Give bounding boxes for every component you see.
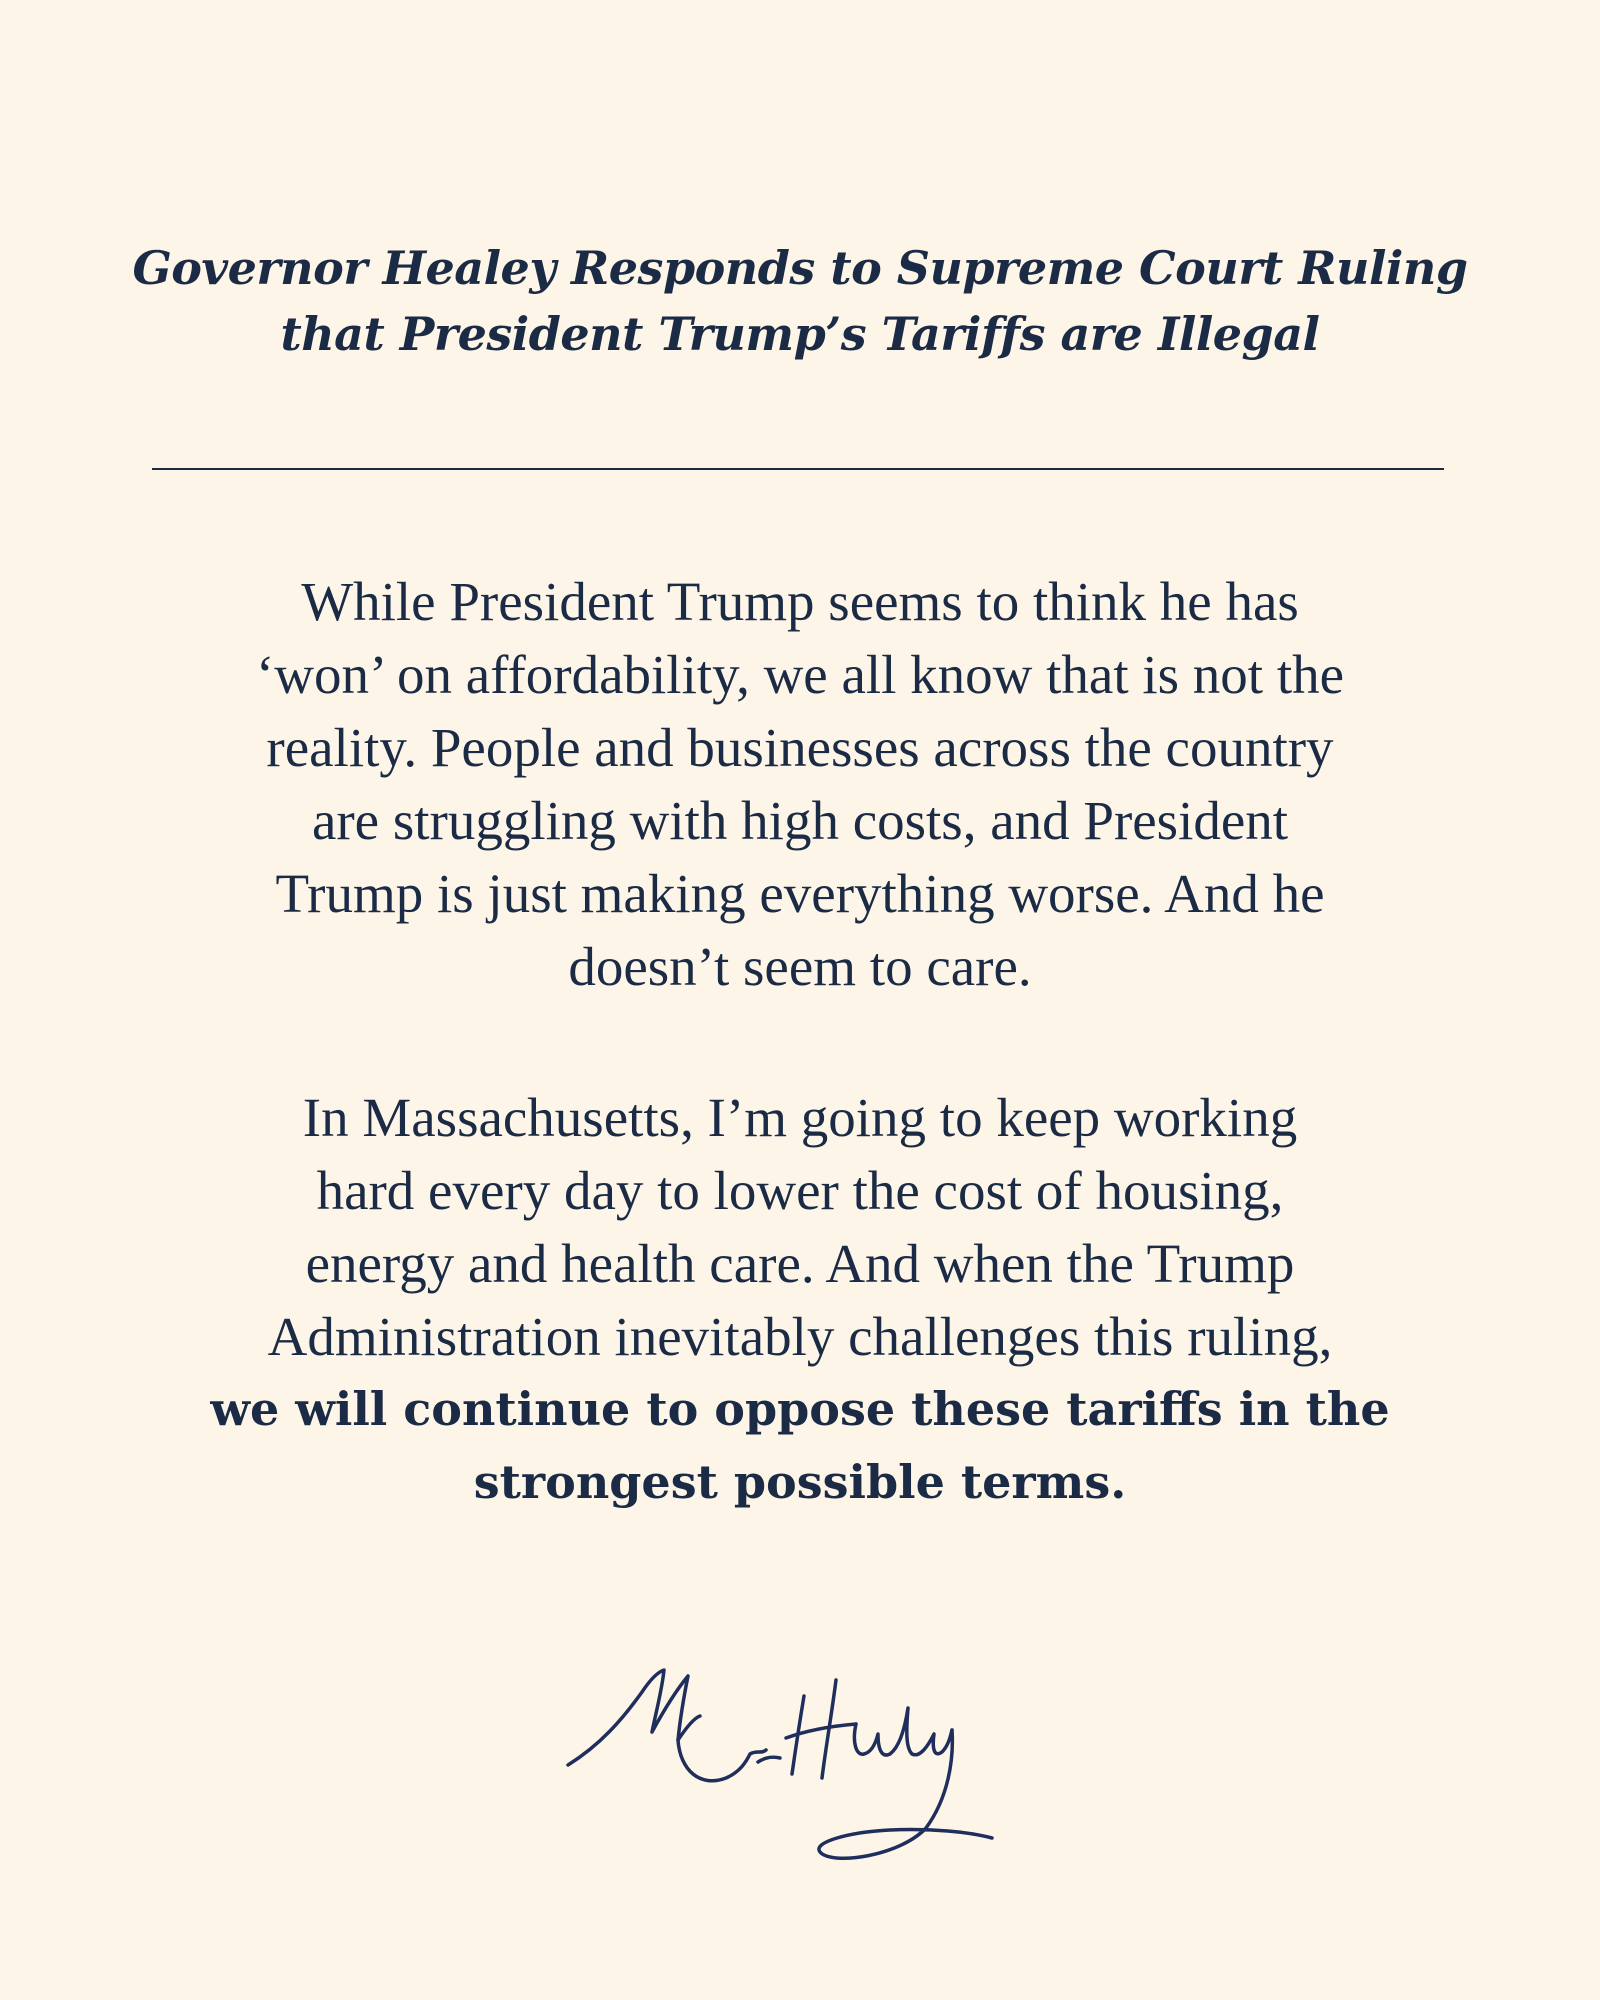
emphasis-line: strongest possible terms. <box>473 1455 1127 1509</box>
paragraph-line: Trump is just making everything worse. And he <box>275 863 1325 924</box>
handwritten-signature <box>560 1650 1000 1880</box>
title-line: that President Trump’s Tariffs are Illegal <box>280 307 1320 361</box>
paragraph-line: hard every day to lower the cost of housing, <box>316 1160 1284 1221</box>
paragraph-line: In Massachusetts, I’m going to keep working <box>302 1087 1298 1148</box>
paragraph-line: Administration inevitably challenges this ruling, <box>267 1306 1333 1367</box>
paragraph-line: reality. People and businesses across the country <box>266 717 1334 778</box>
paragraph-line: are struggling with high costs, and President <box>311 790 1289 851</box>
paragraph-line: energy and health care. And when the Trump <box>305 1233 1295 1294</box>
paragraph-line: doesn’t seem to care. <box>568 936 1032 997</box>
paragraph-line: ‘won’ on affordability, we all know that is not the <box>255 644 1345 705</box>
statement-paragraph-2 <box>110 1081 1490 1519</box>
statement-title <box>100 235 1500 367</box>
statement-paragraph-1 <box>110 565 1490 1003</box>
emphasis-line: we will continue to oppose these tariffs in the <box>210 1382 1390 1436</box>
paragraph-line: While President Trump seems to think he has <box>301 571 1299 632</box>
divider-rule <box>152 468 1444 470</box>
title-line: Governor Healey Responds to Supreme Court Ruling <box>132 241 1468 295</box>
